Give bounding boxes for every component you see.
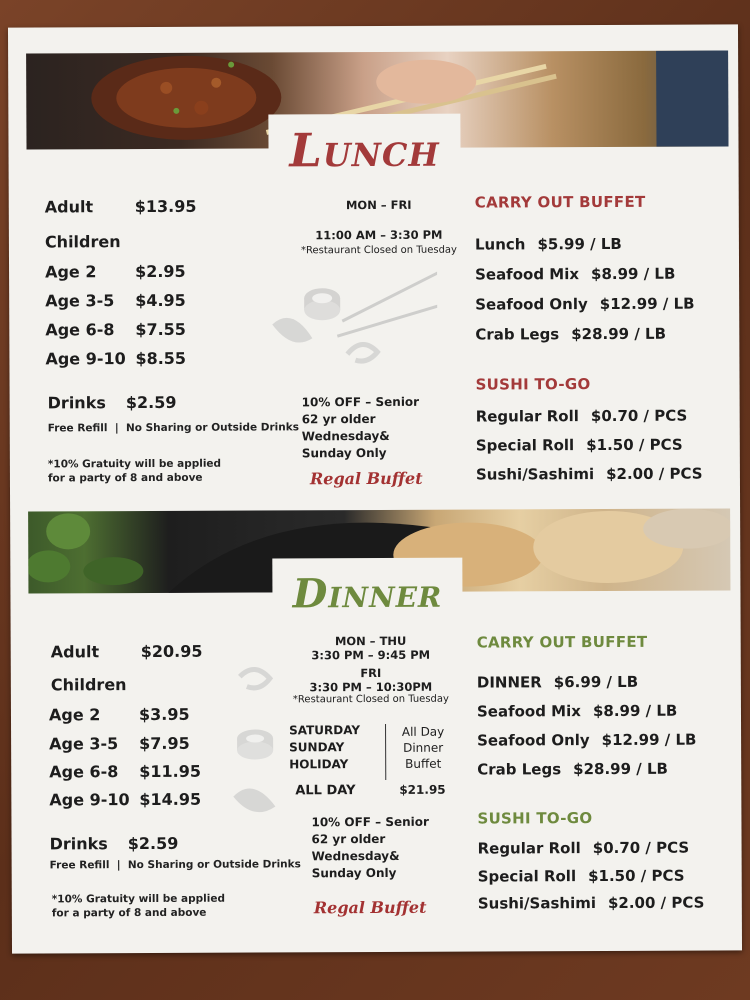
senior-line: Sunday Only [301, 445, 387, 461]
closed-note: *Restaurant Closed on Tuesday [292, 693, 449, 706]
age-price: $7.55 [135, 319, 186, 340]
item-label: Special Roll [477, 867, 577, 886]
dinner-title: Dinner [292, 569, 443, 617]
senior-line: 10% OFF – Senior [311, 814, 429, 830]
dinner-title-box [272, 558, 462, 629]
lunch-drinks-row [48, 393, 177, 413]
dinner-age-row [49, 762, 201, 782]
carry-out-item [475, 235, 622, 254]
item-price: $0.70 / PCS [590, 406, 688, 426]
chopsticks-icon [337, 271, 437, 336]
carry-out-item [475, 265, 675, 284]
age-price: $8.55 [135, 348, 187, 369]
senior-line: 62 yr older [301, 411, 376, 427]
item-price: $1.50 / PCS [588, 866, 685, 886]
age-label: Age 9-10 [45, 349, 126, 369]
age-label: Age 2 [45, 262, 97, 282]
dumpling-icon [272, 318, 312, 343]
senior-line: Sunday Only [311, 865, 397, 881]
dinner-age-row [49, 705, 190, 725]
item-label: Regular Roll [477, 839, 581, 858]
closed-note: *Restaurant Closed on Tuesday [300, 244, 457, 257]
dinner-decor-icons [225, 656, 286, 816]
age-price: $7.95 [139, 733, 190, 754]
all-day-line: All Day [401, 724, 445, 739]
carry-out-item [477, 731, 696, 750]
item-label: Seafood Only [475, 295, 588, 314]
lunch-title: Lunch [289, 122, 440, 178]
shrimp-icon [240, 669, 270, 688]
sushi-item [476, 407, 688, 426]
weekend-day: SATURDAY [289, 723, 361, 738]
senior-line: Wednesday& [311, 848, 400, 864]
all-day-price: $21.95 [399, 782, 446, 797]
age-label: Age 3-5 [49, 734, 119, 754]
item-label: Crab Legs [475, 325, 560, 344]
item-price: $12.99 / LB [599, 294, 695, 314]
item-label: Special Roll [475, 436, 575, 455]
dinner-hours [281, 634, 461, 706]
dinner-days-fri: FRI [360, 665, 382, 681]
age-price: $4.95 [135, 290, 186, 311]
dinner-drinks-row [50, 834, 179, 854]
senior-line: 10% OFF – Senior [301, 394, 420, 410]
brand-signature: Regal Buffet [309, 468, 423, 489]
item-label: Regular Roll [475, 407, 579, 426]
adult-label: Adult [44, 197, 94, 217]
menu-sheet [8, 24, 742, 953]
weekend-day: HOLIDAY [289, 757, 349, 772]
dinner-days-mon-thu: MON – THU [334, 633, 407, 649]
sushi-title: SUSHI TO-GO [477, 809, 593, 828]
children-label: Children [44, 232, 121, 252]
all-day-line: Buffet [405, 756, 442, 771]
lunch-decor-icons [267, 266, 437, 367]
dinner-adult-row [51, 642, 203, 662]
dinner-time-mon-thu: 3:30 PM – 9:45 PM [311, 647, 431, 663]
item-price: $28.99 / LB [571, 324, 667, 344]
drinks-note: Free Refill | No Sharing or Outside Drinks [47, 421, 300, 435]
item-price: $1.50 / PCS [586, 435, 683, 455]
item-label: Lunch [474, 235, 526, 254]
lunch-time: 11:00 AM – 3:30 PM [315, 227, 443, 243]
dinner-senior-discount [311, 814, 429, 883]
age-label: Age 2 [48, 705, 101, 725]
age-price: $14.95 [139, 789, 202, 810]
lunch-title-box [268, 114, 460, 187]
brand-signature: Regal Buffet [313, 897, 427, 918]
sushi-roll-icon [304, 288, 340, 320]
carry-out-item [477, 673, 638, 692]
all-day-line: Dinner [403, 740, 444, 755]
dumpling-icon [233, 788, 275, 812]
age-price: $3.95 [138, 704, 190, 725]
adult-price: $13.95 [134, 196, 197, 217]
carry-out-item [477, 702, 677, 721]
gratuity-note-line1: *10% Gratuity will be applied [51, 892, 225, 906]
age-price: $11.95 [139, 761, 202, 782]
item-price: $8.99 / LB [590, 264, 676, 284]
adult-price: $20.95 [140, 641, 203, 662]
dinner-age-row [49, 734, 190, 754]
item-price: $8.99 / LB [592, 701, 678, 721]
sushi-item [478, 894, 705, 913]
senior-line: 62 yr older [311, 831, 386, 847]
children-label: Children [50, 675, 127, 695]
lunch-age-row [45, 349, 186, 369]
senior-line: Wednesday& [301, 428, 390, 444]
all-day-description [393, 724, 453, 772]
carry-out-title: CARRY OUT BUFFET [474, 192, 646, 212]
item-label: Sushi/Sashimi [477, 894, 597, 913]
item-label: Sushi/Sashimi [475, 465, 595, 484]
gratuity-note-line1: *10% Gratuity will be applied [47, 457, 222, 471]
item-label: Seafood Mix [476, 702, 581, 721]
adult-label: Adult [50, 642, 100, 662]
drinks-label: Drinks [49, 834, 108, 854]
item-price: $6.99 / LB [553, 672, 639, 692]
item-price: $0.70 / PCS [592, 838, 690, 858]
carry-out-item [475, 325, 666, 344]
shrimp-icon [347, 344, 377, 361]
divider-line [385, 724, 386, 780]
all-day-label: ALL DAY [295, 783, 356, 799]
dinner-age-row [49, 790, 201, 810]
drinks-price: $2.59 [125, 392, 177, 413]
lunch-age-row [45, 291, 186, 311]
age-label: Age 9-10 [49, 790, 130, 810]
lunch-age-row [45, 262, 186, 282]
item-price: $5.99 / LB [537, 234, 622, 254]
item-price: $28.99 / LB [573, 759, 668, 779]
lunch-adult-row [45, 197, 197, 217]
age-label: Age 6-8 [45, 320, 115, 340]
age-label: Age 3-5 [45, 291, 115, 311]
gratuity-note-line2: for a party of 8 and above [47, 471, 203, 485]
dinner-time-fri: 3:30 PM – 10:30PM [309, 679, 433, 695]
sushi-item [476, 465, 703, 484]
item-price: $12.99 / LB [601, 730, 697, 750]
sushi-item [478, 867, 685, 886]
sushi-roll-icon [237, 729, 273, 759]
lunch-age-row [45, 320, 186, 340]
item-price: $2.00 / PCS [607, 893, 705, 912]
carry-out-item [477, 760, 668, 779]
weekend-day: SUNDAY [289, 740, 345, 755]
gratuity-note-line2: for a party of 8 and above [51, 906, 207, 920]
age-price: $2.95 [135, 261, 186, 282]
drinks-note: Free Refill | No Sharing or Outside Drinks [49, 858, 301, 872]
item-price: $2.00 / PCS [606, 464, 703, 483]
item-label: Seafood Only [477, 731, 590, 750]
age-label: Age 6-8 [49, 762, 119, 782]
item-label: Crab Legs [477, 760, 562, 779]
sushi-item [478, 839, 690, 858]
lunch-senior-discount [302, 394, 420, 463]
drinks-price: $2.59 [127, 833, 179, 854]
carry-out-title: CARRY OUT BUFFET [476, 632, 648, 652]
sushi-item [476, 436, 683, 455]
item-label: Seafood Mix [475, 265, 580, 284]
lunch-hours [289, 198, 469, 257]
carry-out-item [475, 295, 694, 314]
weekend-days [289, 722, 360, 773]
drinks-label: Drinks [47, 393, 106, 413]
sushi-title: SUSHI TO-GO [475, 375, 591, 394]
item-label: DINNER [476, 673, 542, 692]
lunch-days: MON – FRI [345, 197, 412, 213]
